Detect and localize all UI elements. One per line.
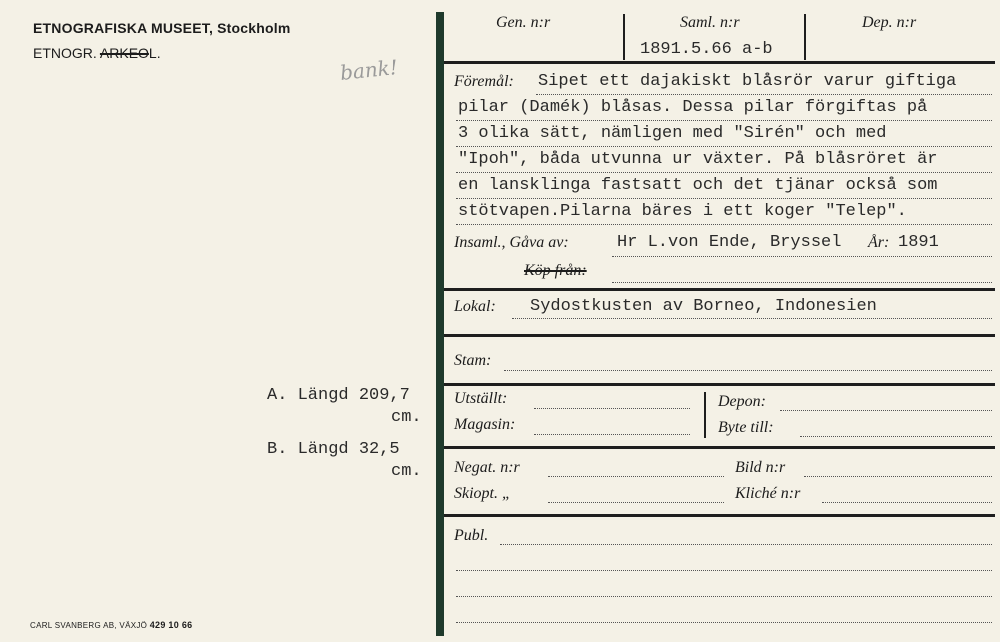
measurement-a: A. Längd 209,7 [267, 386, 410, 405]
dotted-line [536, 94, 992, 95]
department-line [33, 45, 161, 61]
rule-publ [444, 514, 995, 517]
insaml-label: Insaml., Gåva av: [454, 234, 569, 251]
department-struck: ARKEO [99, 45, 149, 61]
dotted-line [534, 434, 690, 435]
pencil-note: bank! [338, 55, 399, 85]
ar-value: 1891 [898, 233, 939, 252]
dotted-line [804, 476, 992, 477]
dotted-line [456, 224, 992, 225]
lokal-value: Sydostkusten av Borneo, Indonesien [530, 297, 877, 316]
ar-label: År: [868, 234, 890, 251]
insaml-value: Hr L.von Ende, Bryssel [617, 233, 842, 252]
dotted-line [456, 596, 992, 597]
utstallt-label: Utställt: [454, 390, 508, 407]
museum-name [33, 20, 291, 36]
dotted-line [534, 408, 690, 409]
dotted-line [456, 172, 992, 173]
rule-stam [444, 334, 995, 337]
printer-code: 429 10 66 [149, 620, 193, 630]
saml-value: 1891.5.66 a-b [640, 40, 773, 59]
column-divider-2 [804, 14, 806, 60]
dotted-line [456, 570, 992, 571]
dotted-line [612, 256, 992, 257]
bild-label: Bild n:r [735, 459, 786, 476]
dotted-line [612, 282, 992, 283]
measurement-b-unit: cm. [391, 462, 422, 481]
foremal-line-5: en lansklinga fastsatt och det tjänar också som [458, 176, 938, 195]
printer-name: CARL SVANBERG AB, VÄXJÖ [30, 621, 148, 630]
foremal-line-6: stötvapen.Pilarna bäres i ett koger "Telep". [458, 202, 907, 221]
dotted-line [512, 318, 992, 319]
rule-photo [444, 446, 995, 449]
skiopt-label: Skiopt. „ [454, 485, 511, 502]
rule-header [444, 61, 995, 64]
lokal-label: Lokal: [454, 298, 496, 315]
printer-imprint [30, 620, 192, 630]
dotted-line [548, 502, 724, 503]
kop-label: Köp från: [524, 262, 587, 279]
stam-label: Stam: [454, 352, 492, 369]
foremal-label: Föremål: [454, 73, 514, 90]
byte-label: Byte till: [718, 419, 774, 436]
placement-divider [704, 392, 706, 438]
measurement-a-unit: cm. [391, 408, 422, 427]
dotted-line [500, 544, 992, 545]
department-suffix: L. [148, 45, 161, 61]
dotted-line [456, 120, 992, 121]
publ-label: Publ. [454, 527, 489, 544]
magasin-label: Magasin: [454, 416, 516, 433]
measurement-b: B. Längd 32,5 [267, 440, 400, 459]
department-prefix: ETNOGR. [33, 45, 97, 61]
dotted-line [456, 198, 992, 199]
foremal-line-3: 3 olika sätt, nämligen med "Sirén" och med [458, 124, 887, 143]
dotted-line [822, 502, 992, 503]
museum-title: ETNOGRAFISKA MUSEET, [33, 20, 214, 36]
rule-placement [444, 383, 995, 386]
depon-label: Depon: [718, 393, 766, 410]
dotted-line [800, 436, 992, 437]
foremal-line-2: pilar (Damék) blåsas. Dessa pilar förgiftas på [458, 98, 928, 117]
dotted-line [504, 370, 992, 371]
card-divider-bar [436, 12, 444, 636]
dep-label: Dep. n:r [862, 14, 917, 31]
gen-label: Gen. n:r [496, 14, 551, 31]
negat-label: Negat. n:r [454, 459, 520, 476]
rule-lokal [444, 288, 995, 291]
column-divider-1 [623, 14, 625, 60]
foremal-line-1: Sipet ett dajakiskt blåsrör varur giftiga [538, 72, 957, 91]
dotted-line [456, 622, 992, 623]
museum-city: Stockholm [217, 20, 291, 36]
cliche-label: Kliché n:r [735, 485, 801, 502]
dotted-line [456, 146, 992, 147]
foremal-line-4: "Ipoh", båda utvunna ur växter. På blåsröret är [458, 150, 938, 169]
saml-label: Saml. n:r [680, 14, 740, 31]
dotted-line [780, 410, 992, 411]
dotted-line [548, 476, 724, 477]
